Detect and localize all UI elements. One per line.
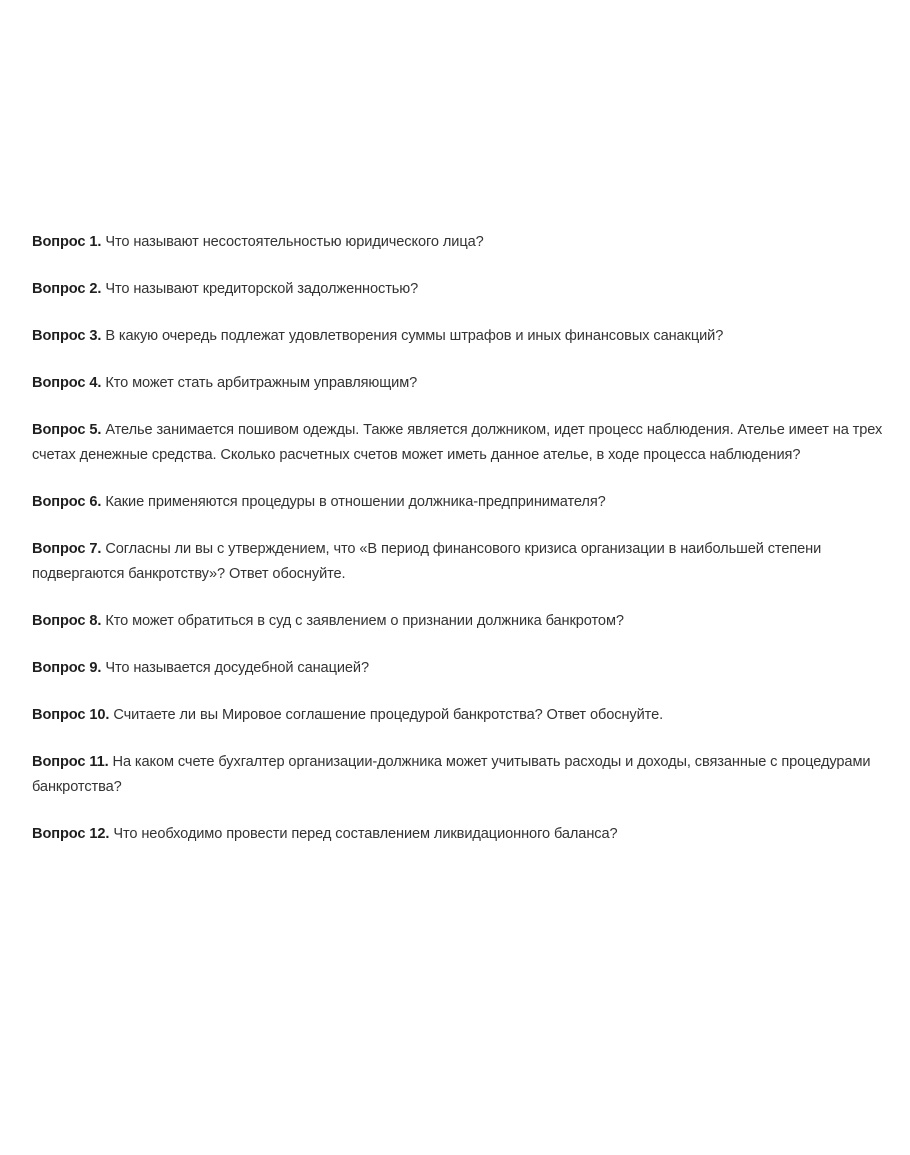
question-4 (32, 371, 892, 396)
question-text: Что называют кредиторской задолженностью? (101, 281, 419, 297)
question-7 (32, 537, 892, 587)
question-label: Вопрос 10. (32, 707, 110, 723)
question-label: Вопрос 1. (32, 234, 102, 250)
question-label: Вопрос 8. (32, 613, 102, 629)
question-text: Какие применяются процедуры в отношении должника-предпринимателя? (101, 494, 606, 510)
question-5 (32, 418, 892, 468)
question-text: В какую очередь подлежат удовлетворения суммы штрафов и иных финансовых санакций? (101, 328, 724, 344)
question-label: Вопрос 3. (32, 328, 102, 344)
question-text: Что необходимо провести перед составлением ликвидационного баланса? (109, 826, 618, 842)
question-label: Вопрос 5. (32, 422, 102, 438)
question-text: Что называют несостоятельностью юридического лица? (101, 234, 484, 250)
question-text: Кто может стать арбитражным управляющим? (101, 375, 418, 391)
question-10 (32, 703, 892, 728)
question-label: Вопрос 2. (32, 281, 102, 297)
question-label: Вопрос 4. (32, 375, 102, 391)
question-text: Считаете ли вы Мировое соглашение процедурой банкротства? Ответ обоснуйте. (109, 707, 664, 723)
question-label: Вопрос 6. (32, 494, 102, 510)
question-text: Что называется досудебной санацией? (101, 660, 369, 676)
question-3 (32, 324, 892, 349)
question-1 (32, 230, 892, 255)
question-label: Вопрос 11. (32, 754, 109, 770)
question-8 (32, 609, 892, 634)
question-text: Согласны ли вы с утверждением, что «В период финансового кризиса организации в наибольшей степени подвергаются банкротству»? Ответ обоснуйте. (32, 541, 822, 582)
question-text: Кто может обратиться в суд с заявлением о признании должника банкротом? (101, 613, 624, 629)
question-text: Ателье занимается пошивом одежды. Также является должником, идет процесс наблюдения. Ателье имеет на трех счетах денежные средства. Сколько расчетных счетов может иметь данное ателье, в ходе процесса наблюдения? (32, 422, 883, 463)
questions-document (32, 230, 892, 869)
question-11 (32, 750, 892, 800)
question-label: Вопрос 9. (32, 660, 102, 676)
question-6 (32, 490, 892, 515)
question-label: Вопрос 12. (32, 826, 110, 842)
question-12 (32, 822, 892, 847)
question-label: Вопрос 7. (32, 541, 102, 557)
question-9 (32, 656, 892, 681)
question-text: На каком счете бухгалтер организации-должника может учитывать расходы и доходы, связанные с процедурами банкротства? (32, 754, 871, 795)
question-2 (32, 277, 892, 302)
